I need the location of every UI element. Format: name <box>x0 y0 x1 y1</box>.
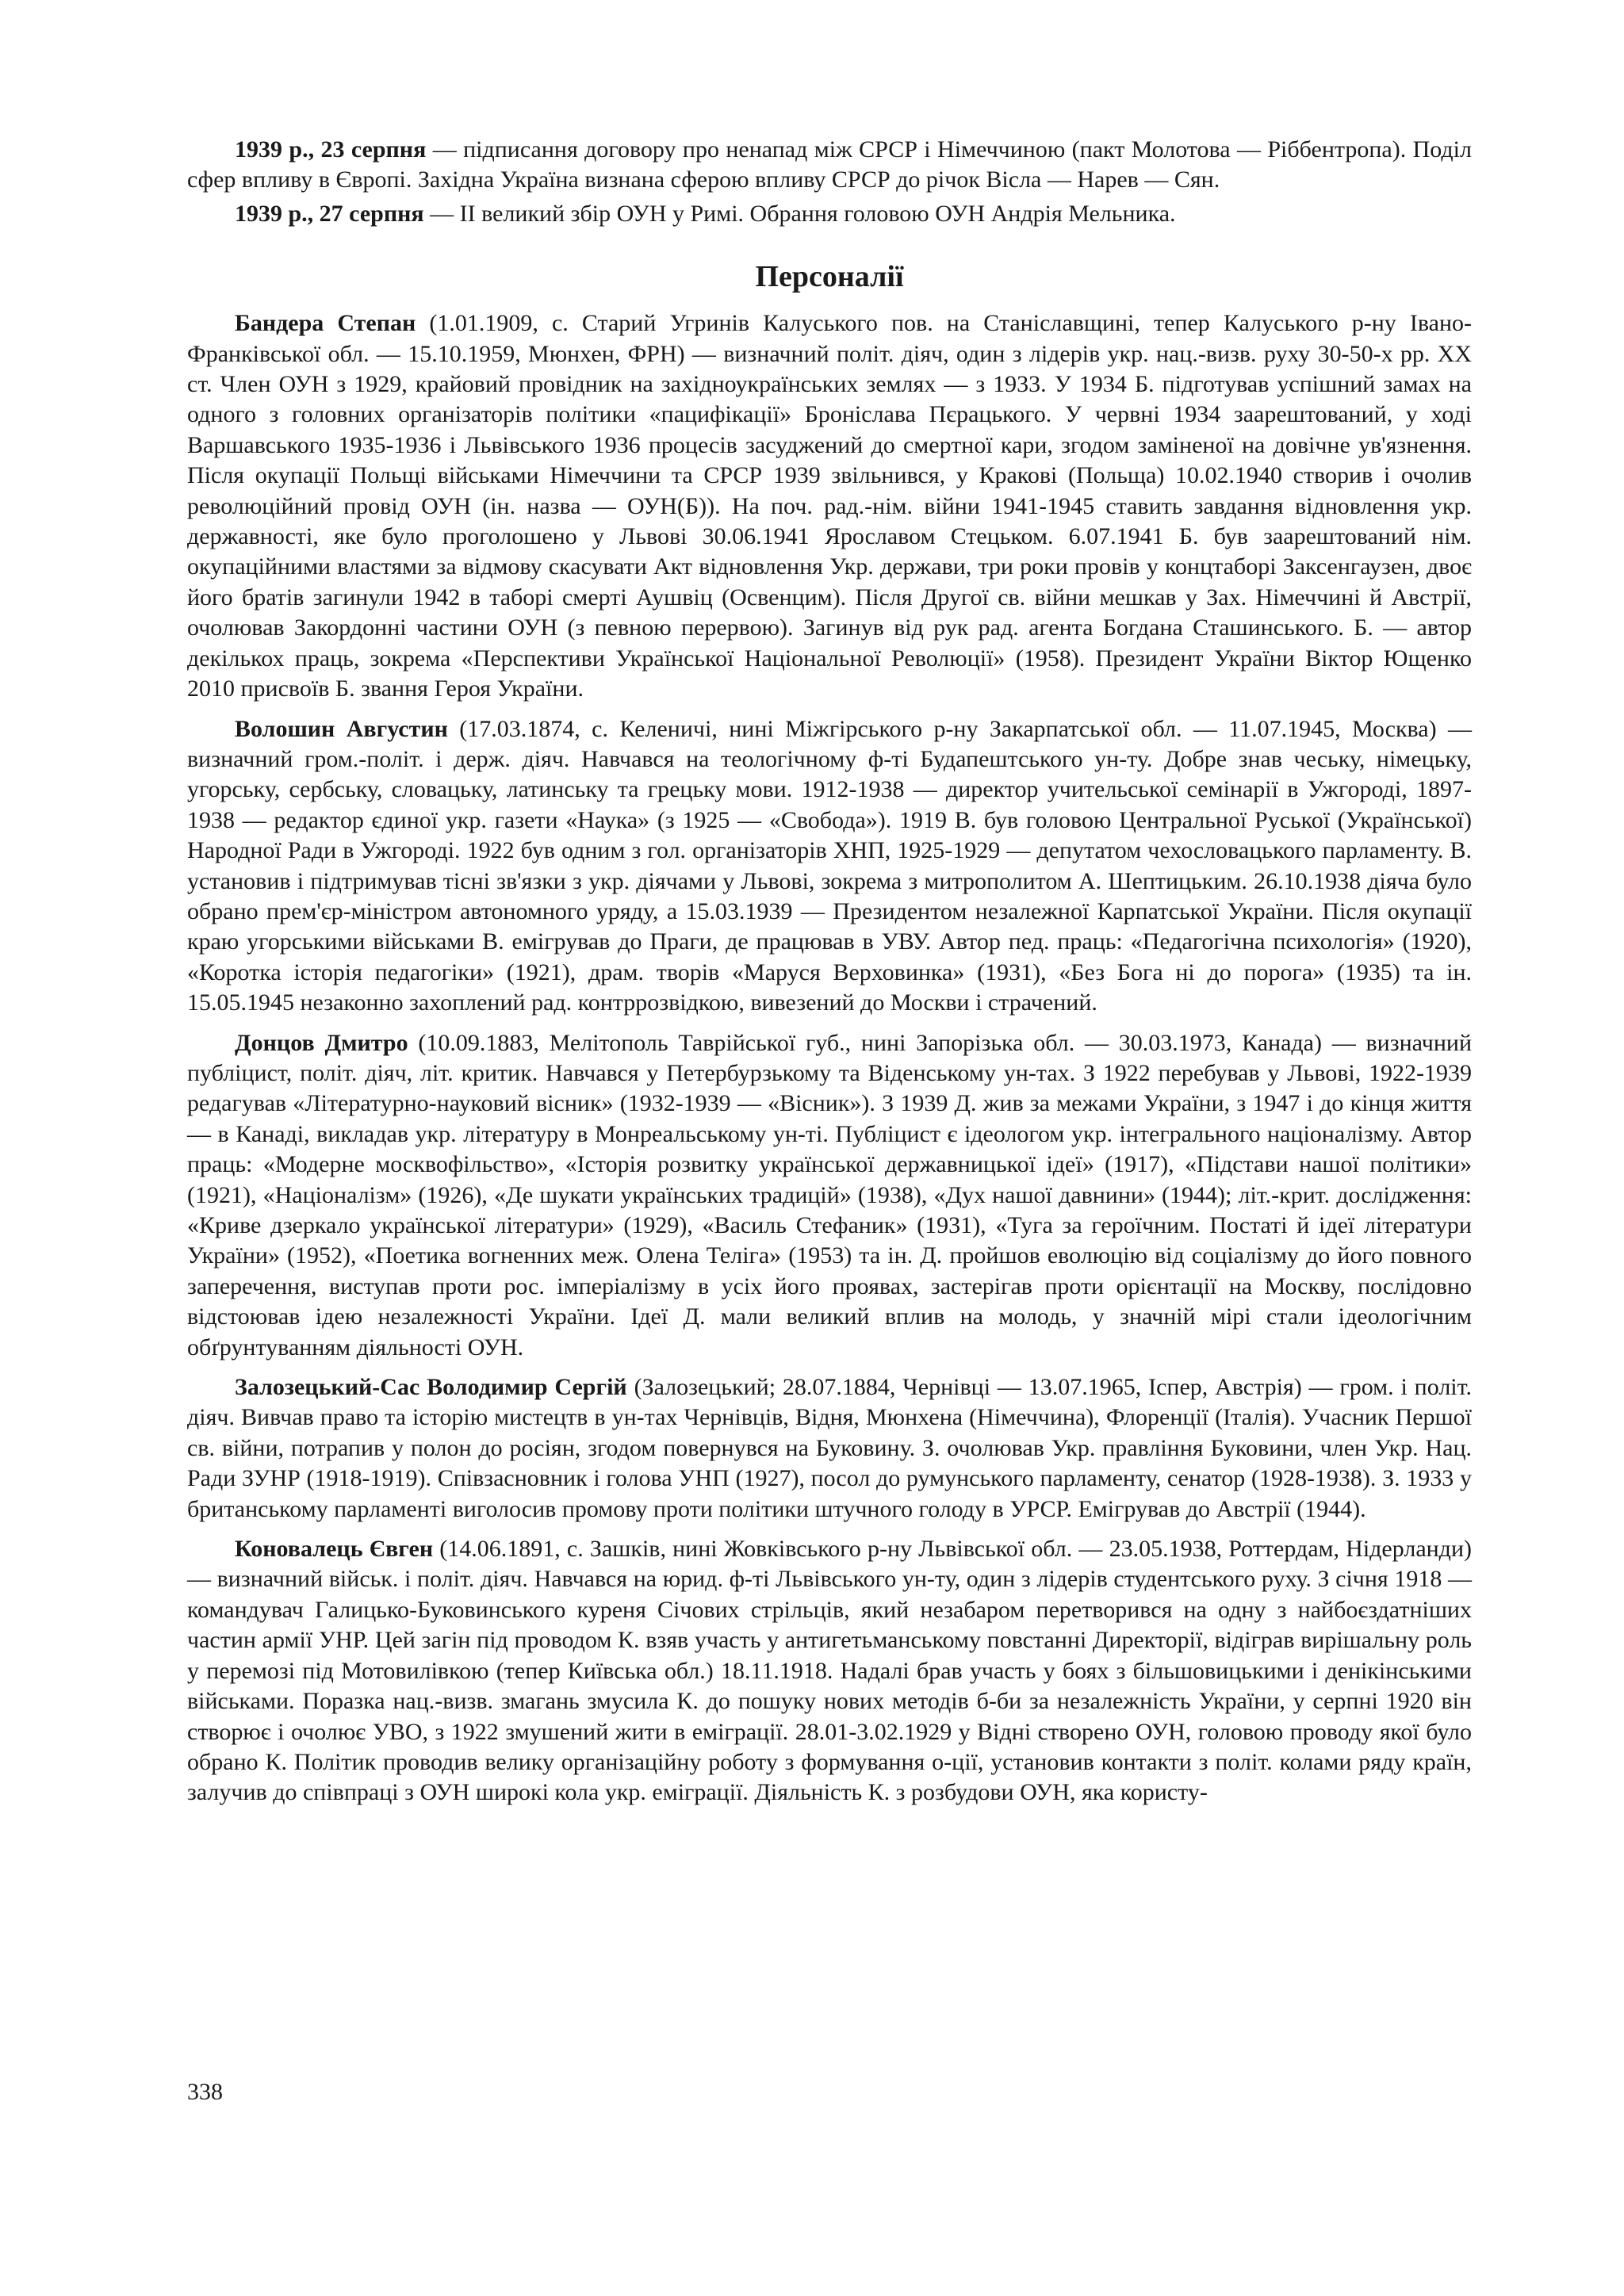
chronology-date: 1939 р., 27 серпня <box>235 200 424 227</box>
biography-text: (17.03.1874, с. Келеничі, нині Міжгірського р-ну Закарпатської обл. — 11.07.1945, Москва) — визначний гром.-політ. і держ. діяч. Навчався на теологічному ф-ті Будапештського ун-ту. Добре знав чеську, німецьку, угорську, сербську, словацьку, латинську та грецьку мови. 1912-1938 — директор учительської семінарії в Ужгороді, 1897-1938 — редактор єдиної укр. газети «Наука» (з 1925 — «Свобода»). 1919 В. був головою Центральної Руської (Української) Народної Ради в Ужгороді. 1922 був одним з гол. організаторів ХНП, 1925-1929 — депутатом чехословацького парламенту. В. установив і підтримував тісні зв'язки з укр. діячами у Львові, зокрема з митрополитом А. Шептицьким. 26.10.1938 діяча було обрано прем'єр-міністром автономного уряду, а 15.03.1939 — Президентом незалежної Карпатської України. Після окупації краю угорськими військами В. емігрував до Праги, де працював в УВУ. Автор пед. праць: «Педагогічна психологія» (1920), «Коротка історія педагогіки» (1921), драм. творів «Маруся Верховинка» (1931), «Без Бога ні до порога» (1935) та ін. 15.05.1945 незаконно захоплений рад. контррозвідкою, вивезений до Москви і страчений. <box>187 715 1472 1016</box>
biography-text: (Залозецький; 28.07.1884, Чернівці — 13.07.1965, Іспер, Австрія) — гром. і політ. діяч. Вивчав право та історію мистецтв в ун-тах Чернівців, Відня, Мюнхена (Німеччина), Флоренції (Італія). Учасник Першої св. війни, потрапив у полон до росіян, згодом повернувся на Буковину. З. очолював Укр. правління Буковини, член Укр. Нац. Ради ЗУНР (1918-1919). Співзасновник і голова УНП (1927), посол до румунського парламенту, сенатор (1928-1938). З. 1933 у британському парламенті виголосив промову проти політики штучного голоду в УРСР. Емігрував до Австрії (1944). <box>187 1374 1472 1522</box>
section-title: Персоналії <box>755 260 904 294</box>
biography-text: (10.09.1883, Мелітополь Таврійської губ., нині Запорізька обл. — 30.03.1973, Канада) — визначний публіцист, політ. діяч, літ. критик. Навчався у Петербурзькому та Віденському ун-тах. З 1922 перебував у Львові, 1922-1939 редагував «Літературно-науковий вісник» (1932-1939 — «Вісник»). З 1939 Д. жив за межами України, з 1947 і до кінця життя — в Канаді, викладав укр. літературу в Монреальському ун-ті. Публіцист є ідеологом укр. інтегрального націоналізму. Автор праць: «Модерне москвофільство», «Історія розвитку української державницької ідеї» (1917), «Підстави нашої політики» (1921), «Націоналізм» (1926), «Де шукати українських традицій» (1938), «Дух нашої давнини» (1944); літ.-крит. дослідження: «Криве дзеркало української літератури» (1929), «Василь Стефаник» (1931), «Туга за героїчним. Постаті й ідеї літератури України» (1952), «Поетика вогненних меж. Олена Теліга» (1953) та ін. Д. пройшов еволюцію від соціалізму до його повного заперечення, виступав проти рос. імперіалізму в усіх його проявах, застерігав проти орієнтації на Москву, послідовно відстоював ідею незалежності України. Ідеї Д. мали великий вплив на молодь, у значній мірі стали ідеологічним обґрунтуванням діяльності ОУН. <box>187 1029 1473 1360</box>
document-page <box>187 135 1472 1818</box>
biography-konovalets <box>187 1534 1472 1808</box>
biography-voloshyn <box>187 714 1472 1019</box>
biography-text: (14.06.1891, с. Зашків, нині Жовківського р-ну Львівської обл. — 23.05.1938, Роттердам, Нідерланди) — визначний військ. і політ. діяч. Навчався на юрид. ф-ті Львівського ун-ту, один з лідерів студентського руху. З січня 1918 — командувач Галицько-Буковинського куреня Січових стрільців, який незабаром перетворився на одну з найбоєздатніших частин армії УНР. Цей загін під проводом К. взяв участь у антигетьманському повстанні Директорії, відіграв вирішальну роль у перемозі під Мотовилівкою (тепер Київська обл.) 18.11.1918. Надалі брав участь у боях з більшовицькими і денікінськими військами. Поразка нац.-визв. змагань змусила К. до пошуку нових методів б-би за незалежність України, у серпні 1920 він створює і очолює УВО, з 1922 змушений жити в еміграції. 28.01-3.02.1929 у Відні створено ОУН, головою проводу якої було обрано К. Політик проводив велику організаційну роботу з формування о-ції, установив контакти з політ. колами ряду країн, залучив до співпраці з ОУН широкі кола укр. еміграції. Діяльність К. з розбудови ОУН, яка користу- <box>187 1536 1472 1806</box>
chronology-text: — II великий збір ОУН у Римі. Обрання головою ОУН Андрія Мельника. <box>423 200 1176 227</box>
biography-text: (1.01.1909, с. Старий Угринів Калуського пов. на Станіславщині, тепер Калуського р-ну Івано-Франківської обл. — 15.10.1959, Мюнхен, ФРН) — визначний політ. діяч, один з лідерів укр. нац.-визв. руху 30-50-х рр. XX ст. Член ОУН з 1929, крайовий провідник на західноукраїнських землях — з 1933. У 1934 Б. підготував успішний замах на одного з головних організаторів політики «пацифікації» Броніслава Пєрацького. У червні 1934 заарештований, у ході Варшавського 1935-1936 і Львівського 1936 процесів засуджений до смертної кари, згодом заміненої на довічне ув'язнення. Після окупації Польщі військами Німеччини та СРСР 1939 звільнився, у Кракові (Польща) 10.02.1940 створив і очолив революційний провід ОУН (ін. назва — ОУН(Б)). На поч. рад.-нім. війни 1941-1945 ставить завдання відновлення укр. державності, яке було проголошено у Львові 30.06.1941 Ярославом Стецьком. 6.07.1941 Б. був заарештований нім. окупаційними властями за відмову скасувати Акт відновлення Укр. держави, три роки провів у концтаборі Заксенгаузен, двоє його братів загинули 1942 в таборі смерті Аушвіц (Освенцим). Після Другої св. війни мешкав у Зах. Німеччині й Австрії, очолював Закордонні частини ОУН (з певною перервою). Загинув від рук рад. агента Богдана Сташинського. Б. — автор декількох праць, зокрема «Перспективи Української Національної Революції» (1958). Президент України Віктор Ющенко 2010 присвоїв Б. звання Героя України. <box>187 310 1473 702</box>
biography-name: Волошин Августин <box>235 715 448 742</box>
biography-name: Бандера Степан <box>235 310 416 337</box>
chronology-entry <box>187 199 1472 229</box>
biography-name: Залозецький-Сас Володимир Сергій <box>235 1374 627 1401</box>
biography-bandera <box>187 308 1472 704</box>
page-number: 338 <box>187 2079 223 2105</box>
biography-name: Коновалець Євген <box>235 1536 434 1563</box>
chronology-entry <box>187 135 1472 196</box>
chronology-text: — підписання договору про ненапад між СРСР і Німеччиною (пакт Молотова — Ріббентропа). Поділ сфер впливу в Європі. Західна Україна визнана сферою впливу СРСР до річок Вісла — Нарев — Сян. <box>187 136 1472 193</box>
biography-dontsov <box>187 1028 1472 1363</box>
biography-name: Донцов Дмитро <box>235 1029 408 1056</box>
chronology-date: 1939 р., 23 серпня <box>235 136 427 163</box>
biography-zalozetskyi-sas <box>187 1372 1472 1525</box>
